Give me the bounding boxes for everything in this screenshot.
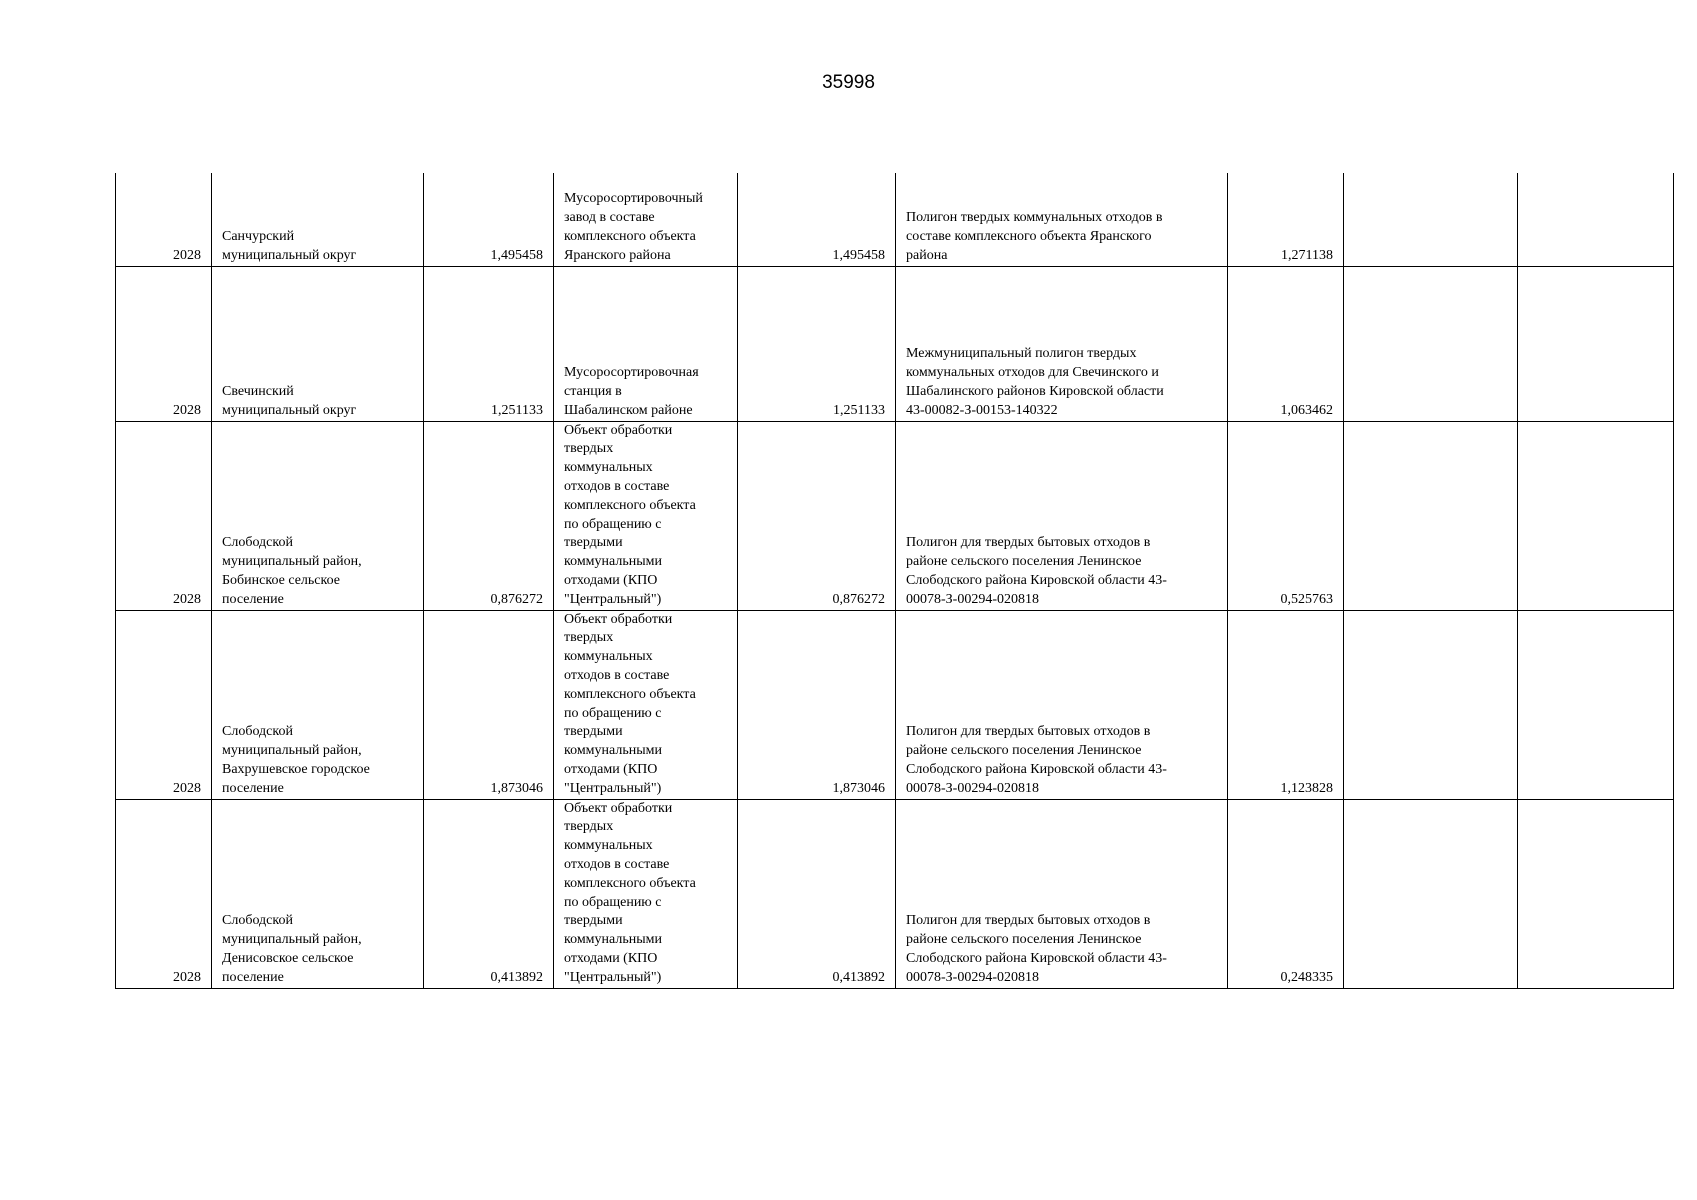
table-row xyxy=(116,421,1674,610)
disposal-facility-cell: Полигон твердых коммунальных отходов в составе комплексного объекта Яранского района xyxy=(896,173,1228,266)
municipality-cell: Слободской муниципальный район, Бобинское сельское поселение xyxy=(212,421,424,610)
year-cell: 2028 xyxy=(116,799,212,988)
processing-facility-cell: Мусоросортировочный завод в составе комплексного объекта Яранского района xyxy=(554,173,738,266)
mass-processed-cell: 0,876272 xyxy=(738,421,896,610)
mass-disposed-cell: 0,248335 xyxy=(1228,799,1344,988)
empty-cell xyxy=(1518,799,1674,988)
table-row xyxy=(116,799,1674,988)
processing-facility-cell: Объект обработки твердых коммунальных отходов в составе комплексного объекта по обращению с твердыми коммунальными отходами (КПО "Центральный") xyxy=(554,610,738,799)
empty-cell xyxy=(1344,173,1518,266)
mass-disposed-cell: 1,063462 xyxy=(1228,266,1344,421)
mass-generated-cell: 1,251133 xyxy=(424,266,554,421)
empty-cell xyxy=(1518,610,1674,799)
year-cell: 2028 xyxy=(116,173,212,266)
municipality-cell: Свечинский муниципальный округ xyxy=(212,266,424,421)
municipality-cell: Слободской муниципальный район, Денисовское сельское поселение xyxy=(212,799,424,988)
empty-cell xyxy=(1518,266,1674,421)
processing-facility-cell: Мусоросортировочная станция в Шабалинском районе xyxy=(554,266,738,421)
mass-disposed-cell: 0,525763 xyxy=(1228,421,1344,610)
empty-cell xyxy=(1518,421,1674,610)
year-cell: 2028 xyxy=(116,421,212,610)
processing-facility-cell: Объект обработки твердых коммунальных отходов в составе комплексного объекта по обращению с твердыми коммунальными отходами (КПО "Центральный") xyxy=(554,799,738,988)
empty-cell xyxy=(1344,266,1518,421)
mass-generated-cell: 1,495458 xyxy=(424,173,554,266)
year-cell: 2028 xyxy=(116,266,212,421)
mass-generated-cell: 1,873046 xyxy=(424,610,554,799)
disposal-facility-cell: Полигон для твердых бытовых отходов в районе сельского поселения Ленинское Слободского района Кировской области 43- 00078-З-00294-020818 xyxy=(896,421,1228,610)
municipality-cell: Слободской муниципальный район, Вахрушевское городское поселение xyxy=(212,610,424,799)
disposal-facility-cell: Полигон для твердых бытовых отходов в районе сельского поселения Ленинское Слободского района Кировской области 43- 00078-З-00294-020818 xyxy=(896,799,1228,988)
mass-generated-cell: 0,413892 xyxy=(424,799,554,988)
mass-processed-cell: 0,413892 xyxy=(738,799,896,988)
data-table xyxy=(115,173,1674,989)
page-number: 35998 xyxy=(822,72,875,93)
municipality-cell: Санчурский муниципальный округ xyxy=(212,173,424,266)
disposal-facility-cell: Межмуниципальный полигон твердых коммунальных отходов для Свечинского и Шабалинского районов Кировской области 43-00082-З-00153-140322 xyxy=(896,266,1228,421)
empty-cell xyxy=(1344,799,1518,988)
mass-disposed-cell: 1,271138 xyxy=(1228,173,1344,266)
disposal-facility-cell: Полигон для твердых бытовых отходов в районе сельского поселения Ленинское Слободского района Кировской области 43- 00078-З-00294-020818 xyxy=(896,610,1228,799)
mass-generated-cell: 0,876272 xyxy=(424,421,554,610)
year-cell: 2028 xyxy=(116,610,212,799)
processing-facility-cell: Объект обработки твердых коммунальных отходов в составе комплексного объекта по обращению с твердыми коммунальными отходами (КПО "Центральный") xyxy=(554,421,738,610)
mass-processed-cell: 1,251133 xyxy=(738,266,896,421)
table-row xyxy=(116,610,1674,799)
empty-cell xyxy=(1344,421,1518,610)
mass-processed-cell: 1,873046 xyxy=(738,610,896,799)
empty-cell xyxy=(1344,610,1518,799)
table-row xyxy=(116,266,1674,421)
empty-cell xyxy=(1518,173,1674,266)
table-row xyxy=(116,173,1674,266)
mass-processed-cell: 1,495458 xyxy=(738,173,896,266)
mass-disposed-cell: 1,123828 xyxy=(1228,610,1344,799)
